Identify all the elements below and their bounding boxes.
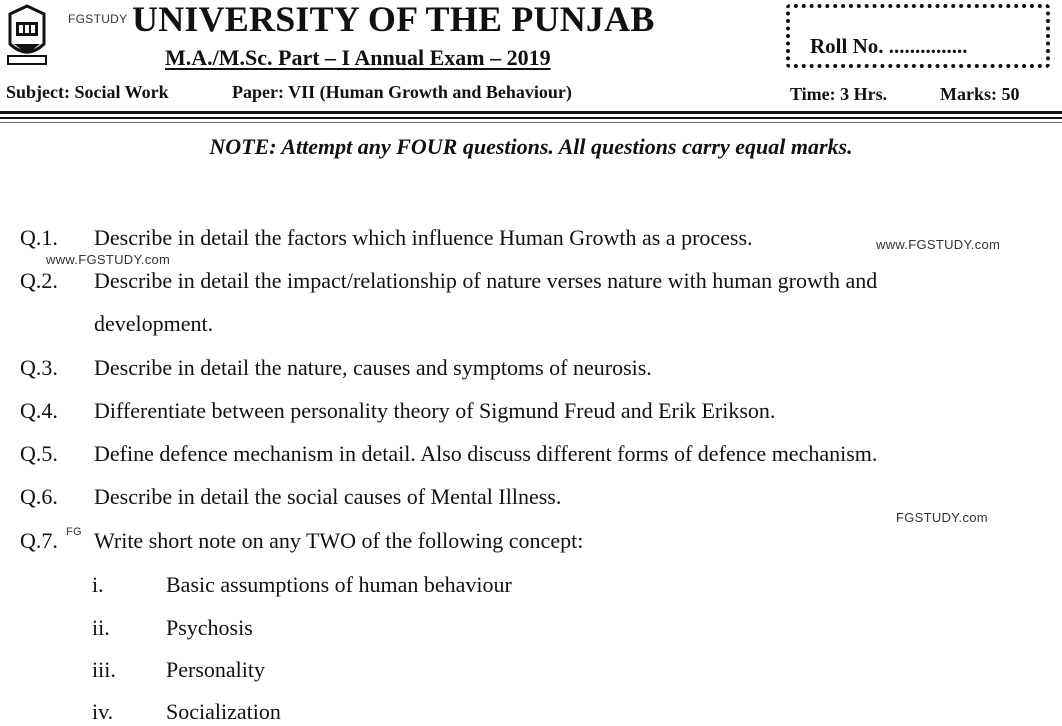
time-label: Time: 3 Hrs. (790, 84, 888, 104)
sub-item-text: Socialization (166, 699, 281, 724)
subject-label: Subject: Social Work (6, 82, 169, 102)
question-text: Describe in detail the nature, causes and symptoms of neurosis. (94, 355, 652, 380)
question-number: Q.6. (20, 484, 58, 509)
header-divider-thin (0, 117, 1062, 119)
question-number: Q.4. (20, 398, 58, 423)
question-number: Q.2. (20, 268, 58, 293)
sub-item-text: Personality (166, 657, 265, 682)
watermark-text: FGSTUDY (68, 12, 128, 26)
university-crest-icon (4, 4, 50, 66)
watermark-text: FGSTUDY.com (896, 510, 988, 525)
header-divider (0, 111, 1062, 114)
sub-item-text: Basic assumptions of human behaviour (166, 572, 512, 597)
exam-note: NOTE: Attempt any FOUR questions. All questions carry equal marks. (209, 134, 853, 159)
question-number: Q.3. (20, 355, 58, 380)
sub-item-number: iii. (92, 657, 116, 682)
marks-label: Marks: 50 (940, 84, 1020, 104)
question-text: Write short note on any TWO of the following concept: (94, 528, 584, 553)
question-text: Describe in detail the impact/relationship of nature verses nature with human growth and (94, 268, 878, 293)
question-text: Describe in detail the social causes of Mental Illness. (94, 484, 562, 509)
university-title: UNIVERSITY OF THE PUNJAB (132, 0, 655, 39)
question-number: Q.7. (20, 528, 58, 553)
sub-item-text: Psychosis (166, 615, 253, 640)
question-text: Describe in detail the factors which influence Human Growth as a process. (94, 225, 753, 250)
watermark-text: www.FGSTUDY.com (876, 237, 1001, 252)
question-text-continued: development. (94, 311, 214, 336)
sub-item-number: iv. (92, 699, 114, 724)
roll-number-label: Roll No. ............... (810, 34, 968, 58)
watermark-text: FG (66, 526, 82, 538)
sub-item-number: i. (92, 572, 104, 597)
paper-label: Paper: VII (Human Growth and Behaviour) (232, 82, 572, 102)
question-number: Q.1. (20, 225, 58, 250)
question-number: Q.5. (20, 441, 58, 466)
sub-item-number: ii. (92, 615, 110, 640)
header-divider-faint (0, 122, 1062, 123)
exam-title: M.A./M.Sc. Part – I Annual Exam – 2019 (165, 45, 551, 70)
question-text: Define defence mechanism in detail. Also discuss different forms of defence mechanism. (94, 441, 878, 466)
watermark-text: www.FGSTUDY.com (46, 252, 171, 267)
question-text: Differentiate between personality theory of Sigmund Freud and Erik Erikson. (94, 398, 776, 423)
